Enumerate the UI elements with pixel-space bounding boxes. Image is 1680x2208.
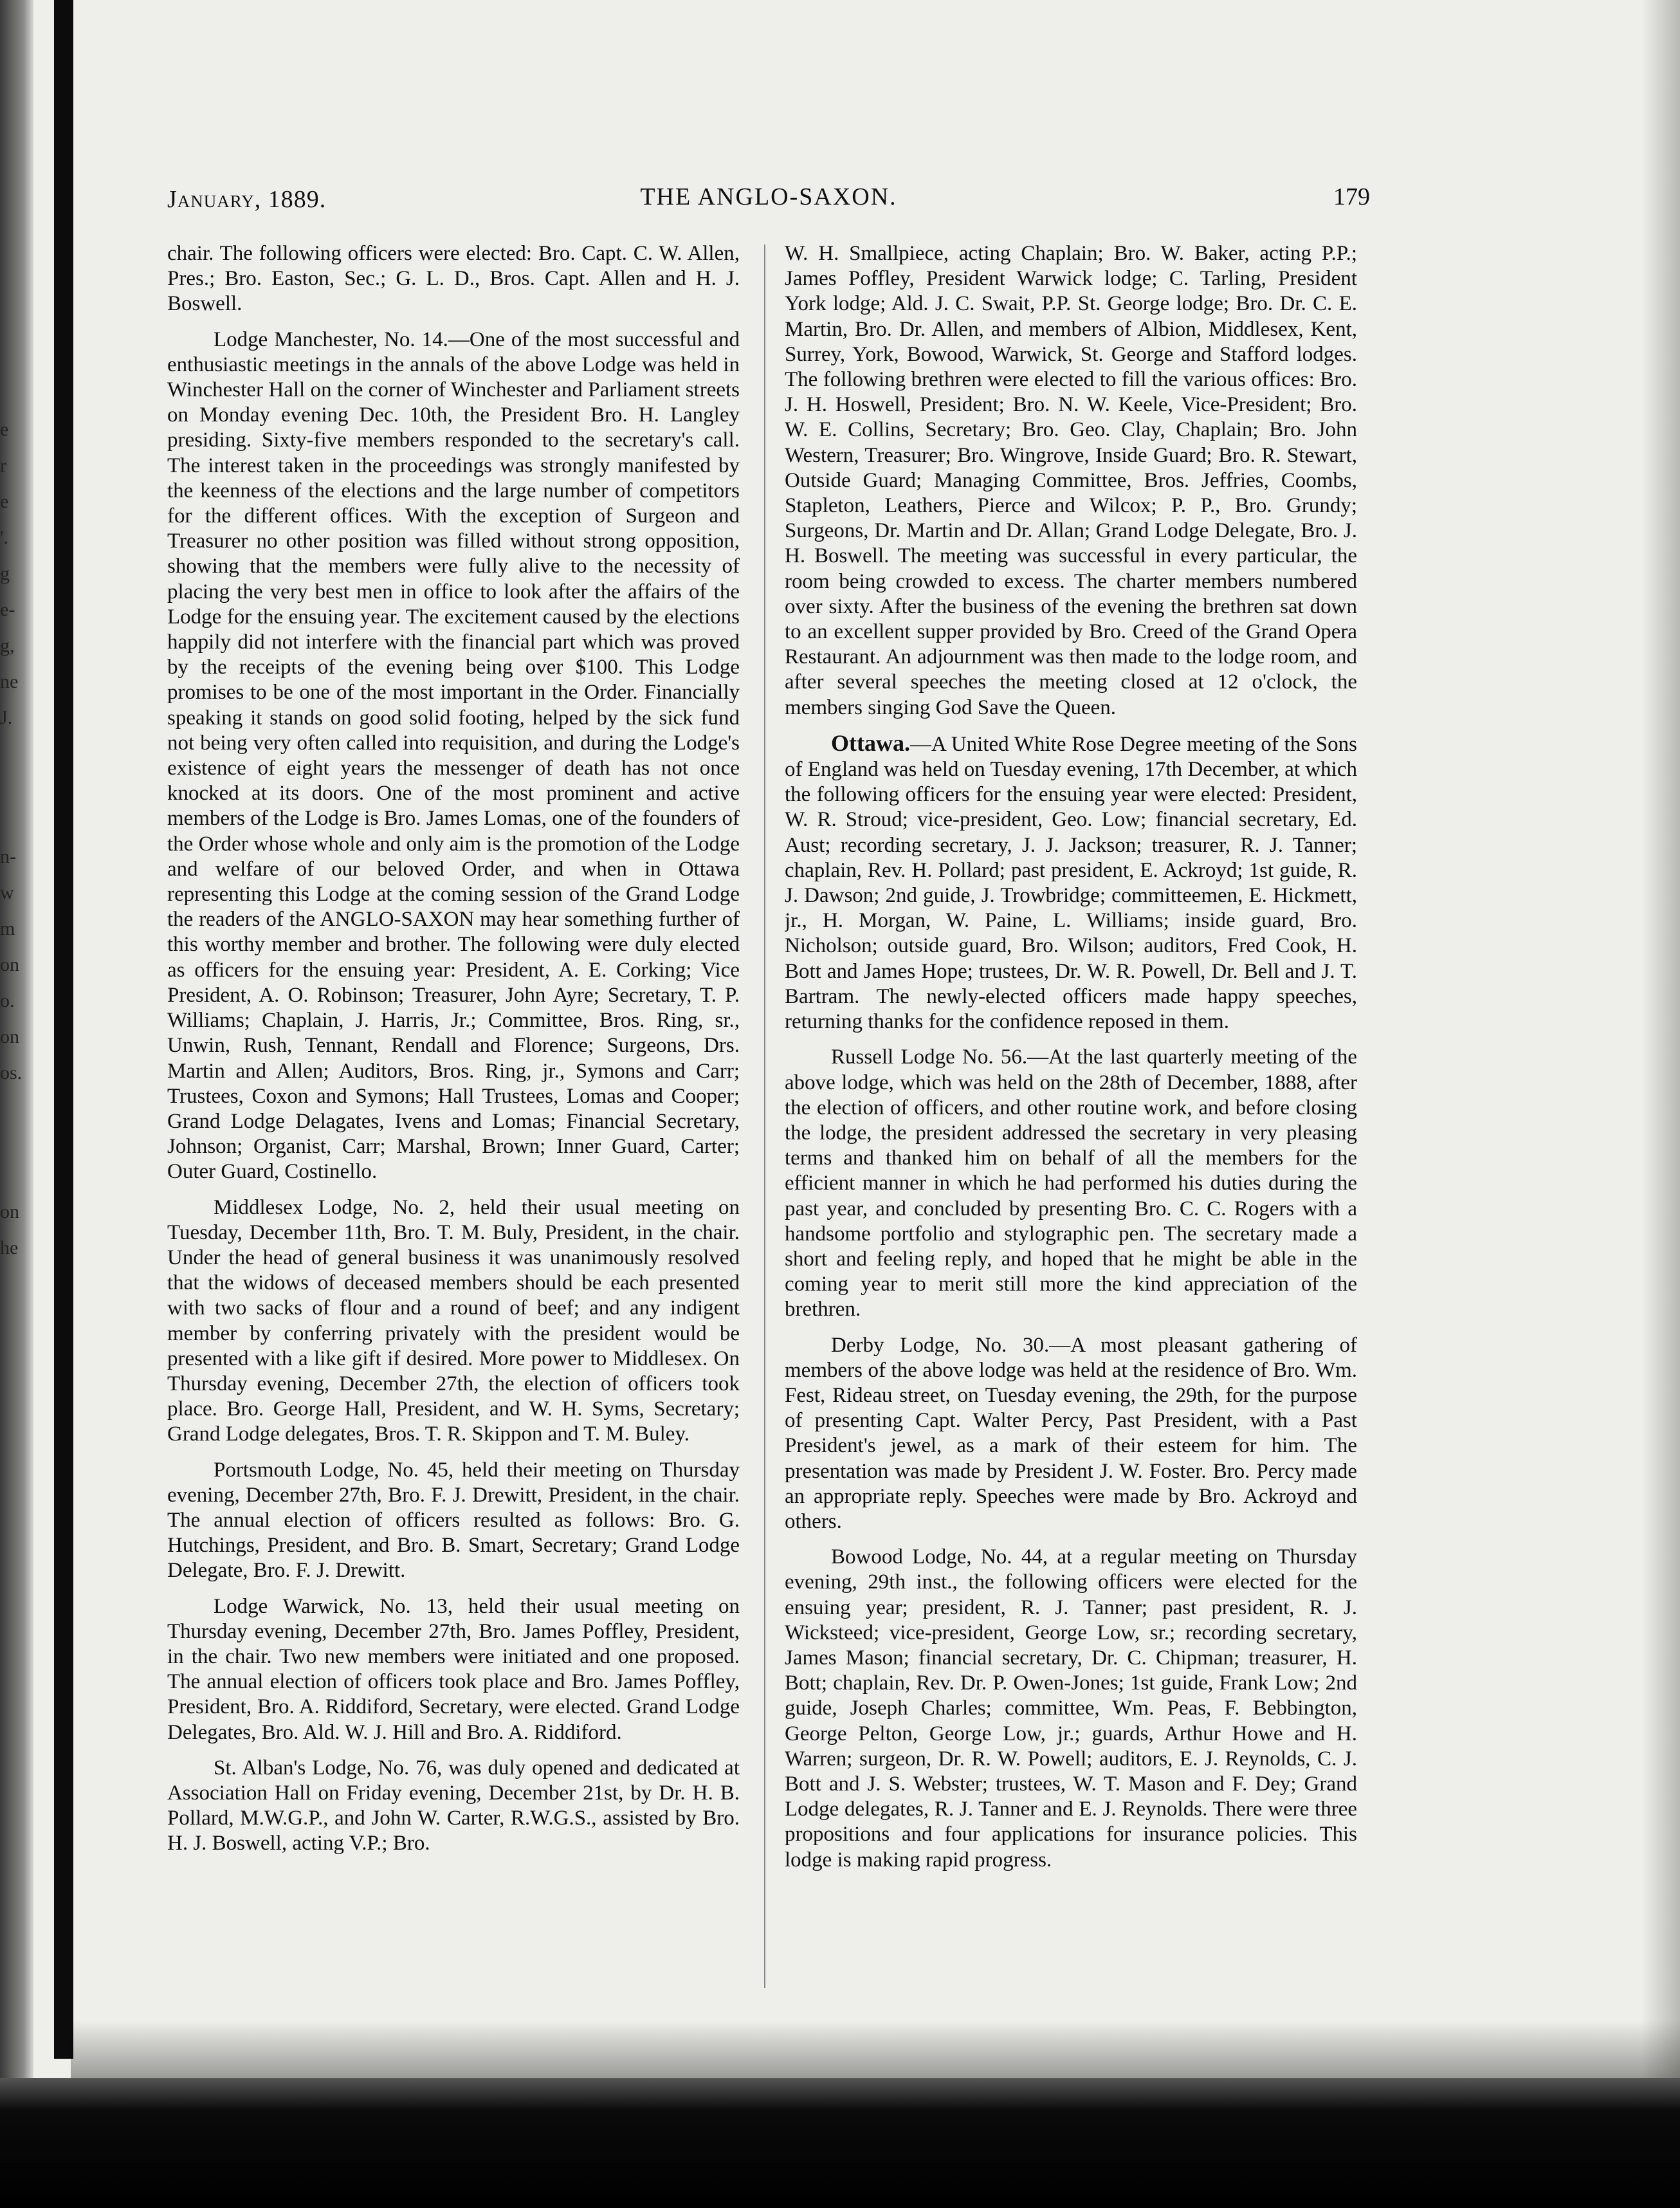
previous-page-fragment: r (0, 455, 6, 476)
article-text: Russell Lodge No. 56.—At the last quarterly meeting of the above lodge, which was held on the 28th of December, 1888, after the election of officers, and other routine work, and before closing the lodge, the president addressed the secretary in very pleasing terms and thanked him on behalf of all the members for the efficient manner in which he had performed his duties during the past year, and concluded by presenting Bro. C. C. Rogers with a handsome portfolio and stylographic pen. The secretary made a short and feeling reply, and hoped that he might be able in the coming year to merit still more the kind appreciation of the brethren. (785, 1045, 1357, 1321)
previous-page-fragments (0, 412, 51, 2084)
page-header (167, 174, 1370, 219)
article-text: Bowood Lodge, No. 44, at a regular meeting on Thursday evening, 29th inst., the following officers were elected for the ensuing year; president, R. J. Tanner; past president, R. J. Wicksteed; vice-president, George Low, sr.; recording secretary, James Mason; financial secretary, Dr. C. Chipman; treasurer, H. Bott; chaplain, Rev. Dr. P. Owen-Jones; 1st guide, Frank Low; 2nd guide, Joseph Charles; committee, Wm. Peas, F. Bebbington, George Pelton, George Low, jr.; guards, Arthur Howe and H. Warren; surgeon, Dr. R. W. Powell; auditors, E. J. Reynolds, C. J. Bott and J. S. Webster; trustees, W. T. Mason and F. Dey; Grand Lodge delegates, R. J. Tanner and E. J. Reynolds. There were three propositions and four applications for insurance policies. This lodge is making rapid progress. (785, 1545, 1357, 1872)
article-text: chair. The following officers were elected: Bro. Capt. C. W. Allen, Pres.; Bro. Easton, Sec.; G. L. D., Bros. Capt. Allen and H. J. Boswell. (167, 242, 740, 316)
previous-page-fragment: n- (0, 846, 16, 867)
previous-page-fragment: e (0, 491, 9, 512)
article-paragraph (167, 1458, 740, 1584)
article-paragraph (167, 1594, 740, 1745)
article-text: Lodge Manchester, No. 14.—One of the most successful and enthusiastic meetings in the annals of the above Lodge was held in Winchester Hall on the corner of Winchester and Parliament streets on Monday evening Dec. 10th, the President Bro. H. Langley presiding. Sixty-five members responded to the secretary's call. The interest taken in the proceedings was strongly manifested by the keenness of the elections and the large number of competitors for the different offices. With the exception of Surgeon and Treasurer no other position was filled without strong opposition, showing that the members were fully alive to the necessity of placing the very best men in office to look after the affairs of the Lodge for the ensuing year. The excitement caused by the elections happily did not interfere with the financial part which was proved by the receipts of the evening being over $100. This Lodge promises to be one of the most important in the Order. Financially speaking it stands on good solid footing, helped by the sick fund not being very often called into requisition, and during the Lodge's existence of eight years the messenger of death has not once knocked at its doors. One of the most prominent and active members of the Lodge is Bro. James Lomas, one of the founders of the Order whose whole and only aim is the promotion of the Lodge and welfare of our beloved Order, and when in Ottawa representing this Lodge at the coming session of the Grand Lodge the readers of the ANGLO-SAXON may hear something further of this worthy member and brother. The following were duly elected as officers for the ensuing year: President, A. E. Corking; Vice President, A. O. Robinson; Treasurer, John Ayre; Secretary, T. P. Williams; Chaplain, J. Harris, Jr.; Committee, Bros. Ring, sr., Unwin, Rush, Tennant, Rendall and Florence; Surgeons, Drs. Martin and Allen; Auditors, Bros. Ring, jr., Symons and Carr; Trustees, Coxon and Symons; Hall Trustees, Lomas and Cooper; Grand Lodge Delagates, Ivens and Lomas; Financial Secretary, Johnson; Organist, Carr; Marshal, Brown; Inner Guard, Carter; Outer Guard, Costinello. (167, 327, 740, 1184)
previous-page-fragment: e (0, 419, 9, 440)
page-number: 179 (1333, 183, 1370, 210)
article-paragraph (785, 1045, 1357, 1322)
previous-page-fragment: on (0, 1201, 19, 1222)
article-text: Portsmouth Lodge, No. 45, held their meeting on Thursday evening, December 27th, Bro. F. J. Drewitt, President, in the chair. The annual election of officers resulted as follows: Bro. G. Hutchings, President, and Bro. B. Smart, Secretary; Grand Lodge Delegate, Bro. F. J. Drewitt. (167, 1458, 740, 1583)
publication-title: THE ANGLO-SAXON. (640, 183, 897, 210)
article-text: St. Alban's Lodge, No. 76, was duly opened and dedicated at Association Hall on Friday evening, December 21st, by Dr. H. B. Pollard, M.W.G.P., and John W. Carter, R.W.G.S., assisted by Bro. H. J. Boswell, acting V.P.; Bro. (167, 1756, 740, 1855)
previous-page-fragment: e- (0, 599, 15, 620)
article-paragraph (167, 1756, 740, 1857)
article-text: W. H. Smallpiece, acting Chaplain; Bro. W. Baker, acting P.P.; James Poffley, President Warwick lodge; C. Tarling, President York lodge; Ald. J. C. Swait, P.P. St. George lodge; Bro. Dr. C. E. Martin, Bro. Dr. Allen, and members of Albion, Middlesex, Kent, Surrey, York, Bowood, Warwick, St. George and Stafford lodges. The following brethren were elected to fill the various offices: Bro. J. H. Hoswell, President; Bro. N. W. Keele, Vice-President; Bro. W. E. Collins, Secretary; Bro. Geo. Clay, Chaplain; Bro. John Western, Treasurer; Bro. Wingrove, Inside Guard; Bro. R. Stewart, Outside Guard; Managing Committee, Bros. Jeffries, Coombs, Stapleton, Leathers, Pierce and Wilcox; P. P., Bro. Grundy; Surgeons, Dr. Martin and Dr. Allan; Grand Lodge Delegate, Bro. J. H. Boswell. The meeting was successful in every particular, the room being crowded to excess. The charter members numbered over sixty. After the business of the evening the brethren sat down to an excellent supper provided by Bro. Creed of the Grand Opera Restaurant. An adjournment was then made to the lodge room, and after several speeches the meeting closed at 12 o'clock, the members singing God Save the Queen. (785, 242, 1357, 719)
article-paragraph (167, 1195, 740, 1448)
article-paragraph (785, 1333, 1357, 1535)
column-divider (764, 244, 765, 1988)
previous-page-fragment: '. (0, 527, 8, 548)
previous-page-fragment: os. (0, 1062, 23, 1083)
previous-page-fragment: m (0, 918, 15, 939)
article-text: Derby Lodge, No. 30.—A most pleasant gathering of members of the above lodge was held at the residence of Bro. Wm. Fest, Rideau street, on Tuesday evening, the 29th, for the purpose of presenting Capt. Walter Percy, Past President, with a Past President's jewel, as a mark of their esteem for him. The presentation was made by President J. W. Foster. Bro. Percy made an appropriate reply. Speeches were made by Bro. Ackroyd and others. (785, 1333, 1357, 1533)
previous-page-fragment: g (0, 563, 10, 584)
newspaper-page (167, 174, 1370, 1988)
article-paragraph (785, 1545, 1357, 1873)
article-paragraph (785, 731, 1357, 1035)
article-text: Middlesex Lodge, No. 2, held their usual meeting on Tuesday, December 11th, Bro. T. M. Buly, President, in the chair. Under the head of general business it was unanimously resolved that the widows of deceased members should be each presented with two sacks of flour and a round of beef; and any indigent member by conferring privately with the president would be presented with a like gift if desired. More power to Middlesex. On Thursday evening, December 27th, the election of officers took place. Bro. George Hall, President, and W. H. Syms, Secretary; Grand Lodge delegates, Bros. T. R. Skippon and T. M. Buley. (167, 1195, 740, 1446)
previous-page-fragment: on (0, 1026, 19, 1047)
right-column (785, 241, 1357, 1991)
previous-page-fragment: ne (0, 671, 19, 692)
article-text: Lodge Warwick, No. 13, held their usual meeting on Thursday evening, December 27th, Bro. James Poffley, President, in the chair. Two new members were initiated and one proposed. The annual election of officers took place and Bro. James Poffley, President, Bro. A. Riddiford, Secretary, were elected. Grand Lodge Delegates, Bro. Ald. W. J. Hill and Bro. A. Riddiford. (167, 1594, 740, 1744)
scan-bottom-band (0, 2078, 1680, 2208)
previous-page-fragment: w (0, 882, 14, 903)
issue-date: January, 1889. (167, 186, 327, 213)
article-text: —A United White Rose Degree meeting of the Sons of England was held on Tuesday evening, 17th December, at which the following officers for the ensuing year were elected: President, W. R. Stroud; vice-president, Geo. Low; financial secretary, Ed. Aust; recording secretary, J. J. Jackson; treasurer, R. J. Tanner; chaplain, Rev. H. Pollard; past president, E. Ackroyd; 1st guide, R. J. Dawson; 2nd guide, J. Trowbridge; committeemen, E. Hickmett, jr., H. Morgan, W. Paine, L. Williams; inside guard, Bro. Nicholson; outside guard, Bro. Wilson; auditors, Fred Cook, H. Bott and James Hope; trustees, Dr. W. R. Powell, Dr. Bell and J. T. Bartram. The newly-elected officers made happy speeches, returning thanks for the confidence reposed in them. (785, 732, 1357, 1034)
continued-paragraph (167, 241, 740, 317)
previous-page-fragment: g, (0, 635, 15, 656)
page-edge-right (1641, 0, 1680, 2208)
page-bottom-shadow (71, 2020, 1680, 2078)
previous-page-fragment: o. (0, 990, 15, 1011)
article-heading: Ottawa. (831, 730, 910, 756)
previous-page-fragment: he (0, 1237, 19, 1258)
binding-gutter (54, 0, 73, 2059)
continued-paragraph (785, 241, 1357, 721)
previous-page-fragment: on (0, 954, 19, 975)
left-column (167, 241, 740, 1991)
previous-page-fragment: J. (0, 707, 13, 728)
article-paragraph (167, 327, 740, 1185)
